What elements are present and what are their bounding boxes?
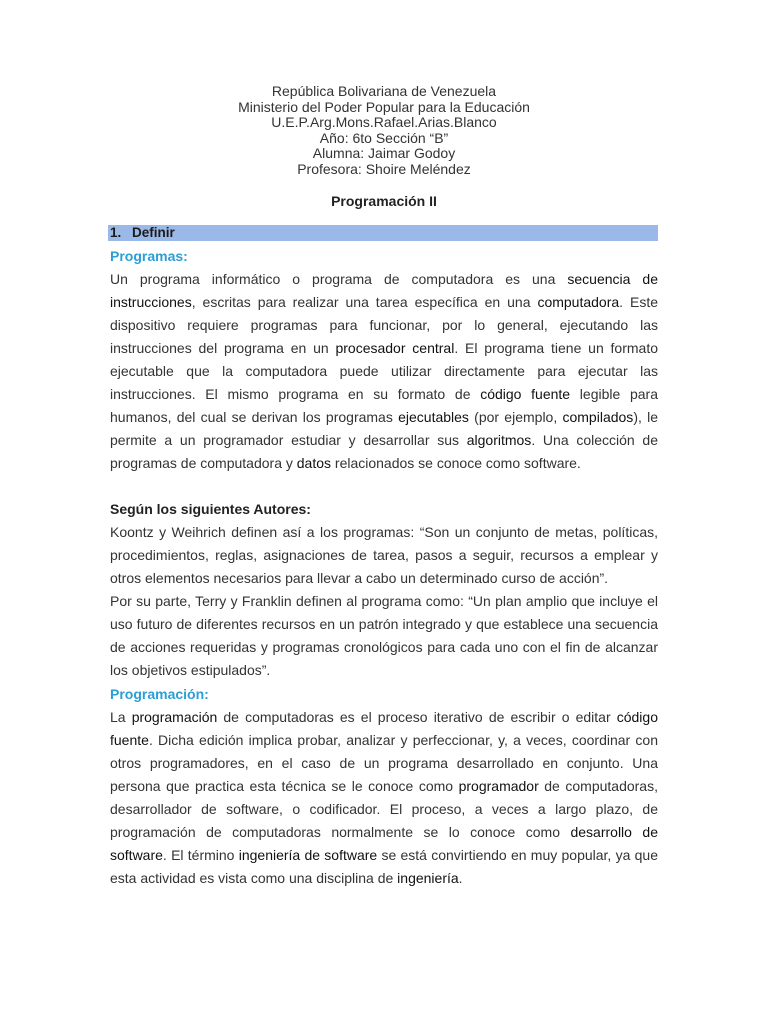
text-run: legible para humanos, del cual se derivan los programas <box>110 386 658 425</box>
text-run: . Una colección de programas de computadora y <box>110 432 658 471</box>
programas-paragraph <box>110 268 658 475</box>
programacion-paragraph <box>110 706 658 890</box>
document-title: Programación II <box>331 193 437 209</box>
term-datos: datos <box>296 455 332 471</box>
term-codigo-fuente: código fuente <box>110 709 658 748</box>
section-label: Definir <box>132 225 175 240</box>
term-compilados: compilados <box>562 409 634 425</box>
term-ingenieria-de-software: ingeniería de software <box>238 847 378 863</box>
text-run: . Dicha edición implica probar, analizar y perfeccionar, y, a veces, coordinar con otros programadores, en el caso de un programa desarrollado en conjunto. Una persona que practica esta técnica se le conoce como <box>110 732 658 794</box>
text-run: . <box>458 870 463 886</box>
autores-heading: Según los siguientes Autores: <box>110 501 311 517</box>
text-run: La <box>110 709 132 725</box>
term-computadora: computadora <box>537 294 620 310</box>
text-run: de computadoras es el proceso iterativo de escribir o editar <box>217 709 617 725</box>
autores-paragraph-koontz: Koontz y Weihrich definen así a los programas: “Son un conjunto de metas, políticas, procedimientos, reglas, asignaciones de tarea, pasos a seguir, recursos a emplear y otros elementos necesarios para llevar a cabo un determinado curso de acción”. <box>110 524 658 586</box>
term-desarrollo-de-software: desarrollo de software <box>110 824 658 863</box>
header-year-section: Año: 6to Sección “B” <box>319 129 449 146</box>
text-run: . El término <box>162 847 239 863</box>
header-teacher: Profesora: Shoire Meléndez <box>297 160 471 177</box>
text-run: . El programa tiene un formato ejecutable que la computadora puede utilizar directamente para ejecutar las instrucciones. El mismo programa en su formato de <box>110 340 658 402</box>
text-run: relacionados se conoce como software. <box>331 455 581 471</box>
text-run: (por ejemplo, <box>468 409 563 425</box>
section-number: 1. <box>110 225 122 240</box>
term-ejecutables: ejecutables <box>398 409 469 425</box>
text-run: ), le permite a un programador estudiar y desarrollar sus <box>110 409 659 448</box>
autores-paragraph-terry: Por su parte, Terry y Franklin definen al programa como: “Un plan amplio que incluye el uso futuro de diferentes recursos en un patrón integrado y que establece una secuencia de acciones requeridas y programas cronológicos para cada uno con el fin de alcanzar los objetivos estipulados”. <box>110 593 658 678</box>
header-republic: República Bolivariana de Venezuela <box>271 83 497 99</box>
programacion-heading: Programación: <box>110 686 209 702</box>
programacion-section <box>110 683 658 890</box>
term-programacion: programación <box>131 709 218 725</box>
term-codigo-fuente: código fuente <box>480 386 571 402</box>
autores-section <box>110 498 658 682</box>
header-school: U.E.P.Arg.Mons.Rafael.Arias.Blanco <box>271 114 497 130</box>
term-programador: programador <box>458 778 539 794</box>
term-algoritmos: algoritmos <box>466 432 532 448</box>
section-heading-definir <box>108 225 658 241</box>
text-run: de computadoras, desarrollador de software, o codificador. El proceso, a veces a largo plazo, de programación de computadoras normalmente se lo conoce como <box>110 778 658 840</box>
text-run: , escritas para realizar una tarea específica en una <box>191 294 538 310</box>
header-ministry: Ministerio del Poder Popular para la Educación <box>238 98 530 115</box>
document-header <box>0 84 768 177</box>
programas-section <box>110 245 658 475</box>
text-run: se está convirtiendo en muy popular, ya que esta actividad es vista como una disciplina de <box>110 847 658 886</box>
term-ingenieria: ingeniería <box>397 870 459 886</box>
term-secuencia-instrucciones: secuencia de instrucciones <box>110 271 658 310</box>
text-run: . Este dispositivo requiere programas para funcionar, por lo general, ejecutando las instrucciones del programa en un <box>110 294 658 356</box>
text-run: Un programa informático o programa de computadora es una <box>110 271 568 287</box>
header-student: Alumna: Jaimar Godoy <box>312 145 456 161</box>
term-procesador-central: procesador central <box>335 340 455 356</box>
programas-heading: Programas: <box>110 248 188 264</box>
